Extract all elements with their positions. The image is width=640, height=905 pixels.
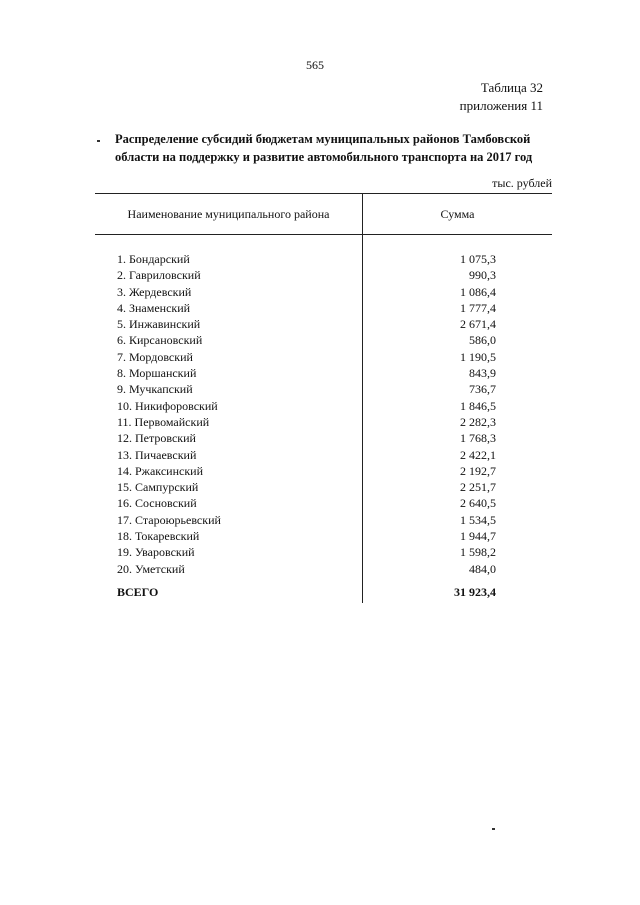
district-name: 4. Знаменский (117, 300, 191, 315)
scan-speck (97, 140, 100, 142)
district-sum: 2 282,3 (460, 414, 496, 429)
header-sum-column: Сумма (440, 207, 475, 221)
district-name: 8. Моршанский (117, 366, 197, 381)
district-name: 18. Токаревский (117, 529, 200, 544)
table-row (95, 349, 552, 365)
district-name: 12. Петровский (117, 431, 196, 446)
total-label: ВСЕГО (117, 585, 159, 599)
page-number: 565 (306, 58, 324, 72)
district-sum: 1 944,7 (460, 529, 496, 544)
table-row (95, 561, 552, 577)
table-top-rule (95, 193, 552, 194)
table-row (95, 300, 552, 316)
header-name-column: Наименование муниципального района (127, 207, 330, 221)
table-row (95, 381, 552, 397)
district-name: 17. Староюрьевский (117, 512, 221, 527)
appendix-label: приложения 11 (459, 98, 543, 113)
table-header-rule (95, 234, 552, 235)
district-name: 3. Жердевский (117, 284, 192, 299)
district-name: 15. Сампурский (117, 480, 199, 495)
table-row (95, 447, 552, 463)
district-sum: 2 422,1 (460, 447, 496, 462)
table-row (95, 512, 552, 528)
district-name: 16. Сосновский (117, 496, 197, 511)
district-name: 2. Гавриловский (117, 268, 201, 283)
table-body (95, 251, 552, 577)
district-name: 1. Бондарский (117, 252, 190, 266)
district-sum: 586,0 (469, 333, 496, 348)
table-row (95, 479, 552, 495)
district-sum: 484,0 (469, 561, 496, 576)
units-label: тыс. рублей (492, 176, 552, 190)
district-name: 14. Ржаксинский (117, 463, 203, 478)
table-row (95, 316, 552, 332)
district-name: 9. Мучкапский (117, 382, 193, 397)
district-sum: 843,9 (469, 366, 496, 381)
table-row (95, 463, 552, 479)
table-row (95, 528, 552, 544)
district-sum: 1 777,4 (460, 300, 496, 315)
district-sum: 1 534,5 (460, 512, 496, 527)
district-sum: 1 598,2 (460, 545, 496, 560)
district-name: 5. Инжавинский (117, 317, 201, 332)
table-row (95, 414, 552, 430)
district-name: 7. Мордовский (117, 349, 193, 364)
table-row (95, 544, 552, 560)
district-sum: 1 075,3 (460, 252, 496, 266)
district-name: 13. Пичаевский (117, 447, 197, 462)
total-value: 31 923,4 (454, 585, 496, 599)
scan-speck (492, 828, 495, 830)
district-name: 19. Уваровский (117, 545, 195, 560)
table-row (95, 365, 552, 381)
district-sum: 1 086,4 (460, 284, 496, 299)
district-sum: 1 190,5 (460, 349, 496, 364)
table-row (95, 267, 552, 283)
table-row (95, 398, 552, 414)
district-sum: 1 846,5 (460, 398, 496, 413)
district-sum: 2 251,7 (460, 480, 496, 495)
district-sum: 2 192,7 (460, 463, 496, 478)
district-sum: 2 640,5 (460, 496, 496, 511)
table-row (95, 495, 552, 511)
district-name: 6. Кирсановский (117, 333, 203, 348)
district-sum: 736,7 (469, 382, 496, 397)
district-sum: 990,3 (469, 268, 496, 283)
table-row (95, 430, 552, 446)
table-row (95, 332, 552, 348)
table-label: Таблица 32 (480, 80, 543, 95)
document-title: Распределение субсидий бюджетам муниципальных районов Тамбовской области на поддержку и развитие автомобильного транспорта на 2017 год (115, 132, 533, 164)
district-sum: 1 768,3 (460, 431, 496, 446)
district-name: 20. Уметский (117, 561, 185, 576)
district-sum: 2 671,4 (460, 317, 496, 332)
district-name: 10. Никифоровский (117, 398, 218, 413)
district-name: 11. Первомайский (117, 414, 210, 429)
table-row (95, 251, 552, 267)
table-row (95, 284, 552, 300)
